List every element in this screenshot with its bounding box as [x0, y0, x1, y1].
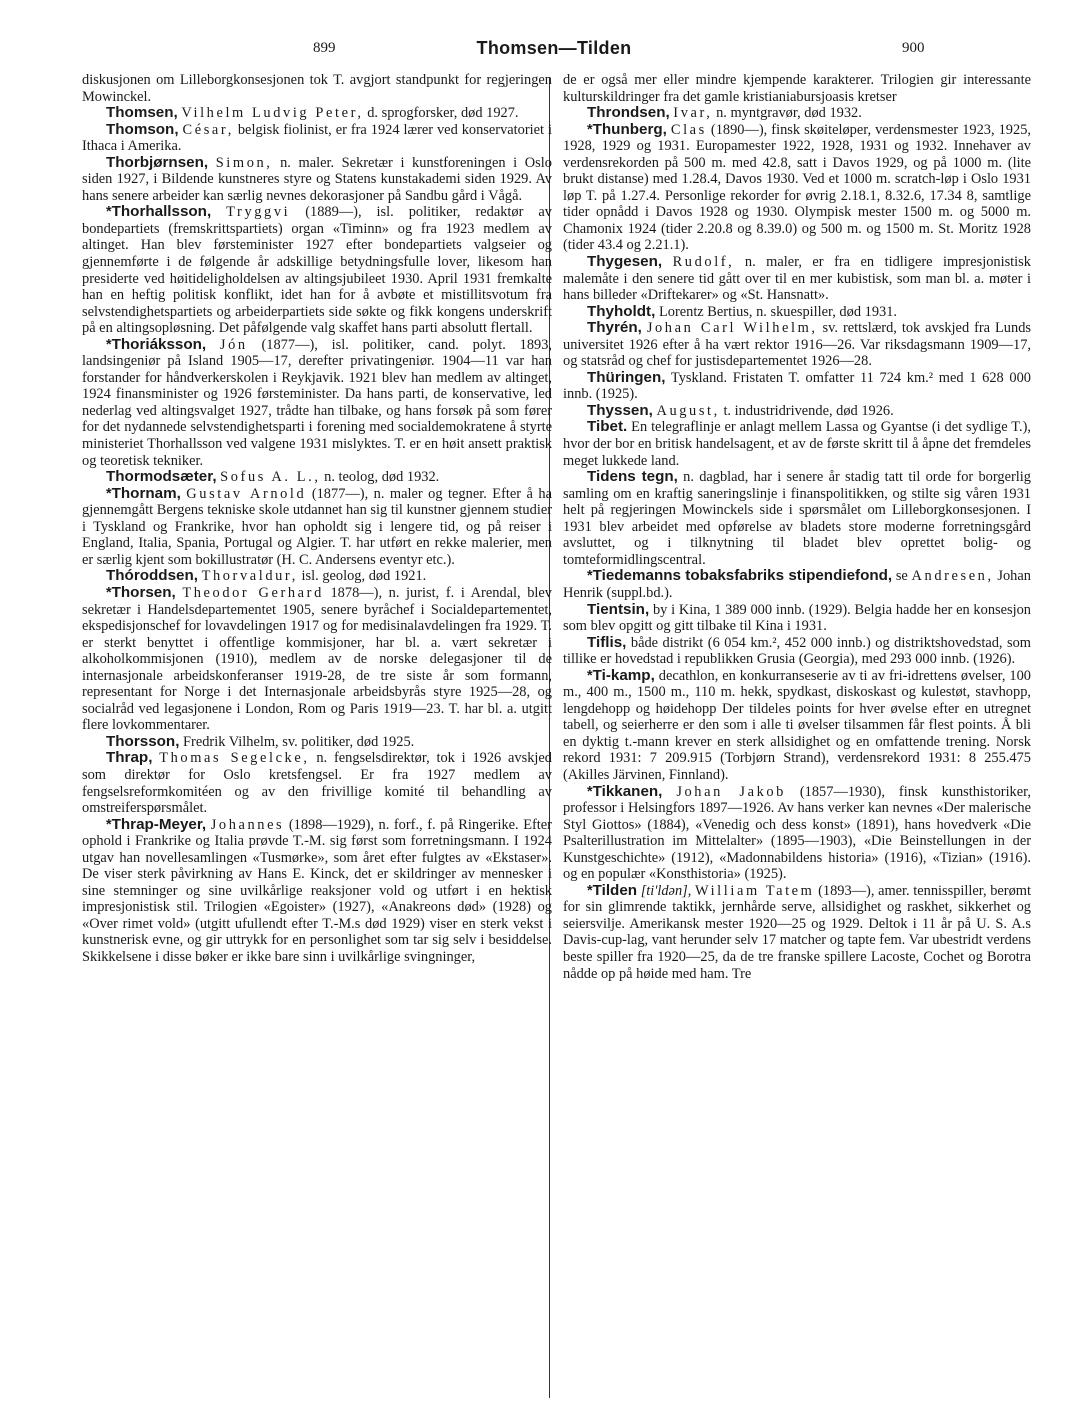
entry-headword: Thyssen,: [587, 401, 653, 419]
entry-headword: Tidens tegn,: [587, 468, 678, 486]
entry-headword: Thorsson,: [106, 732, 180, 750]
entry-name: Tyskland.: [670, 369, 728, 386]
entry-name-spaced: Ivar,: [673, 105, 713, 122]
entry-continuation: [563, 72, 1031, 105]
left-column: [82, 72, 552, 966]
dictionary-entry: [563, 883, 1031, 982]
entry-text: decathlon, en konkurranseserie av ti av fri-idrettens øvelser, 100 m., 400 m., 1500 m., 110 m. hekk, spydkast, diskoskast og kulestøt, stavhopp, lengdehopp og høidehopp Der tildeles points for hver øvelse efter en utregnet tabell, og seierherre er den som i alle ti øvelser tilsammen får flest points. Å bli en dyktig t.-mann krever en sterk allsidighet og en omfattende trening. Norsk rekord 1931: 7 209.915 (Torbjørn Strand), verdensrekord 1931: 8 255.475 (Akilles Järvinen, Finnland).: [563, 667, 1031, 783]
new-entry-mark: *: [587, 667, 593, 684]
entry-headword: Thyrén,: [587, 319, 642, 337]
entry-crossref-name: Andresen,: [911, 568, 994, 585]
new-entry-mark: *: [587, 882, 593, 899]
entry-text: t. industridrivende, død 1926.: [723, 402, 894, 419]
entry-headword: Ti-kamp,: [592, 666, 655, 684]
new-entry-mark: *: [106, 816, 112, 833]
dictionary-entry: [563, 784, 1031, 883]
entry-name-spaced: William Tatem: [694, 882, 815, 899]
entry-name: Lorentz Bertius,: [658, 303, 753, 320]
entry-headword: Throndsen,: [587, 104, 670, 122]
dictionary-entry: [563, 304, 1031, 321]
entry-headword: Thrap,: [106, 749, 153, 767]
entry-text: d. sprogforsker, død 1927.: [367, 105, 519, 122]
entry-text: n. teolog, død 1932.: [324, 469, 440, 486]
entry-name-spaced: Gustav Arnold: [186, 485, 307, 502]
running-title: Thomsen—Tilden: [476, 38, 632, 58]
entry-name-spaced: Rudolf,: [672, 254, 735, 271]
dictionary-entry: [82, 486, 552, 569]
entry-name-spaced: Clas: [670, 121, 707, 138]
entry-headword: Thoriáksson,: [111, 335, 207, 353]
dictionary-entry: [82, 155, 552, 205]
entry-name-spaced: Johannes: [210, 816, 285, 833]
entry-headword: Thorhallsson,: [111, 203, 212, 221]
right-column: [563, 72, 1031, 982]
entry-text: by i Kina, 1 389 000 innb. (1929). Belgia hadde her en konsesjon som blev opgitt og gitt tilbake til Kina i 1931.: [563, 601, 1031, 635]
dictionary-entry: [563, 403, 1031, 420]
entry-headword: Thyholdt,: [587, 302, 656, 320]
entry-text: belgisk fiolinist, er fra 1924 lærer ved konservatoriet i Ithaca i Amerika.: [82, 121, 552, 155]
entry-crossref-text: Johan Henrik (suppl.bd.).: [563, 568, 1031, 601]
entry-pronunciation: [ti'ldən],: [640, 882, 692, 899]
dictionary-entry: [563, 105, 1031, 122]
entry-text: (1877—), isl. politiker, cand. polyt. 1893, landsingeniør på Island 1905—17, derefter privatingeniør. 1904—11 var han forstander for håndverkerskolen i Reykjavik. 1921 blev han medlem av altinget, 1924 finansminister og 1926 førsteminister. Da hans parti, de konservative, led nederlag ved altingsvalget 1927, trådte han tilbake, og hans forsøk på som fører for det nydannede selvstendighetsparti i forening med socialdemokratene å styrte ministeriet Thorhallsson ved valgene 1931 mislyktes. T. er en høit ansett praktisk og teoretisk tekniker.: [82, 336, 552, 469]
page-header: [80, 38, 1028, 66]
dictionary-entry: [563, 568, 1031, 601]
entry-text: n. skuespiller, død 1931.: [756, 303, 897, 320]
entry-headword: Thunberg,: [592, 120, 667, 138]
entry-headword: Thrap-Meyer,: [111, 815, 207, 833]
entry-headword: Tiflis,: [587, 633, 627, 651]
entry-text: Fristaten T. omfatter 11 724 km.² med 1 628 000 innb. (1925).: [563, 369, 1031, 403]
entry-text: sv. politiker, død 1925.: [282, 733, 415, 750]
entry-continuation: [82, 72, 552, 105]
entry-text: (1857—1930), finsk kunsthistoriker, professor i Helsingfors 1897—1926. Av hans verker kan nevnes «Der malerische Styl Giottos» (1884), «Venedig och dess konst» (1891), hans hovedverk «Die Psalterillustration im Mittelalter» (1895—1903), «Die Beinstellungen in der Kunstgeschichte» (1912), «Madonnabildens historia» (1916), «Tizian» (1916). og en populær «Konsthistoria» (1925).: [563, 783, 1031, 883]
new-entry-mark: *: [106, 584, 112, 601]
entry-text: sv. rettslærd, tok avskjed fra Lunds universitet 1926 efter å ha vært rektor 1916—26. Var riksdagsmann 1909—17, og statsråd og chef for justisdepartementet 1926—28.: [563, 320, 1031, 370]
entry-headword: Thüringen,: [587, 368, 666, 386]
entry-text: 1878—), n. jurist, f. i Arendal, blev sekretær i Handelsdepartementet 1905, senere byråchef i Socialdepartementet, ekspedisjonschef for lovavdelingen 1917 og for medisinalavdelingen fra 1929. T. er sterkt benyttet i offentlige kommisjoner, har bl. a. vært sekretær i alkoholkommisjonen (1910), medlem av de norske delegasjoner til de internasjonale arbeidskonferanser 1919-28, de tre siste år som formann, representant for Norge i det Internasjonale arbeidsbyrås styre 1925—28, og socialråd ved legasjonene i London, Rom og Paris 1919—23. T. har bl. a. utgitt flere lovkommentarer.: [82, 584, 552, 734]
dictionary-entry: [563, 320, 1031, 370]
entry-headword: Tiedemanns tobaksfabriks stipendiefond,: [592, 567, 893, 585]
dictionary-entry: [563, 469, 1031, 568]
entry-name-spaced: Johan Carl Wilhelm,: [646, 320, 818, 337]
entry-name-spaced: August,: [656, 402, 720, 419]
dictionary-entry: [82, 122, 552, 155]
entry-headword: Tibet.: [587, 418, 628, 436]
entry-headword: Thormodsæter,: [106, 468, 217, 486]
entry-name-spaced: Simon,: [215, 154, 273, 171]
entry-text: både distrikt (6 054 km.², 452 000 innb.) og distriktshovedstad, som tillike er hovedstad i republikken Grusia (Georgia), med 293 000 innb. (1926).: [563, 634, 1031, 668]
entry-headword: Thygesen,: [587, 253, 663, 271]
entry-text: se: [895, 568, 908, 585]
dictionary-entry: [563, 370, 1031, 403]
new-entry-mark: *: [587, 121, 593, 138]
entry-text: n. dagblad, har i senere år stadig tatt til orde for borgerlig samling om en kraftig saneringslinje i finanspolitikken, og stilte sig våren 1931 helt på regjeringen Mowinckels side i spørsmålet om Lilleborgkonsesjonen. I 1931 blev arbeidet med opførelse av bladets store moderne forretningsgård avsluttet, og i tilknytning til bladet blev oprettet bolig- og tomteformidlingscentral.: [563, 469, 1031, 568]
dictionary-entry: [82, 585, 552, 734]
entry-text: (1877—), n. maler og tegner. Efter å ha gjennemgått Bergens tekniske skole utdannet han sig til kunstner gjennem studier i Tyskland og Frankrike, hvor han opholdt sig i lengere tid, og på reiser i England, Italia, Spania, Portugal og Algier. T. har utført en rekke malerier, men er særlig kjent som bokillustratør (H. C. Andersens eventyr etc.).: [82, 485, 552, 568]
dictionary-entry: [563, 122, 1031, 254]
entry-headword: Thorbjørnsen,: [106, 153, 209, 171]
dictionary-entry: [82, 817, 552, 966]
entry-name: Fredrik Vilhelm,: [183, 733, 279, 750]
dictionary-entry: [82, 568, 552, 585]
entry-text: (1893—), amer. tennisspiller, berømt for sin glimrende taktikk, jernhårde serve, allsidighet og raskhet, sikkerhet og seiersvilje. Amerikansk mester 1920—25 og 1929. Deltok i 11 år på U. S. A.s Davis-cup-lag, vant herunder selv 17 matcher og tapte fem. Var ubestridt verdens beste spiller fra 1920—25, da de tre franske spillere Lacoste, Cochet og Borotra nådde op på høide med ham. Tre: [563, 882, 1031, 982]
entry-headword: Thornam,: [111, 484, 181, 502]
entry-text: n. fengselsdirektør, tok i 1926 avskjed som direktør for Oslo kretsfengsel. Er fra 1927 medlem av fengselsreformkomitéen og av den frivillige komité til behandling av omstreiferspørsmålet.: [82, 750, 553, 817]
dictionary-entry: [82, 750, 552, 816]
dictionary-entry: [563, 635, 1031, 668]
entry-name-spaced: Jón: [219, 336, 248, 353]
dictionary-entry: [563, 419, 1031, 469]
entry-text: (1898—1929), n. forf., f. på Ringerike. Efter ophold i Frankrike og Italia prøvde T.-M. sig først som forretningsmann. I 1924 utgav han novellesamlingen «Tusmørke», som året efter fulgtes av «Ekstaser». De viser sterk påvirkning av Hans E. Kinck, det er skildringer av mennesker i sine stemninger og sine uvilkårlige reaksjoner vold og utført i en hektisk impresjonistisk stil. Trilogien «Egoister» (1927), «Anakreons død» (1928) og «Over rimet vold» (utgitt ufullendt efter T.-M.s død 1929) viser en sterk vekst i kunstnerisk evne, og gir uttrykk for en personlighet som tar sig selv i besiddelse. Skikkelsene i disse bøker er ikke bare sinn i uvilkårlige svingninger,: [82, 816, 552, 965]
entry-text: isl. geolog, død 1921.: [301, 568, 427, 585]
entry-name-spaced: César,: [182, 121, 234, 138]
new-entry-mark: *: [106, 204, 112, 221]
dictionary-entry: [563, 668, 1031, 784]
dictionary-entry: [82, 204, 552, 336]
entry-text: En telegraflinje er anlagt mellem Lassa og Gyantse (i det sydlige T.), hvor der bor en britisk handelsagent, et av de første skritt til å åpne det fremdeles meget lukkede land.: [563, 419, 1031, 469]
entry-name-spaced: Thomas Segelcke,: [159, 750, 310, 767]
entry-text: (1890—), finsk skøiteløper, verdensmester 1923, 1925, 1928, 1929 og 1931. Europamester 1922, 1928, 1931 og 1932. Innehaver av verdensrekorden på 500 m. med 42.8, satt i Davos 1929, og på 1000 m. (lite brukt distanse) med 1.28.4, Davos 1930. Ved et 1000 m. scratch-løp i Oslo 1931 løp T. på 1.27.4. Personlige rekorder for øvrig 2.18.1, 8.32.6, 17.34 8, samtlige tider opnådd i Davos 1928 og 1930. Olympisk mester 1500 m. og 5000 m. Chamonix 1924 (tider 2.20.8 og 8.39.0) og 500 m. og 1500 m. St. Moritz 1928 (tider 43.4 og 2.21.1).: [563, 121, 1031, 254]
entry-name-spaced: Sofus A. L.,: [220, 469, 321, 486]
page-number-left: 899: [313, 40, 336, 56]
dictionary-entry: [563, 602, 1031, 635]
entry-headword: Tilden: [592, 881, 638, 899]
entry-headword: Tientsin,: [587, 600, 650, 618]
entry-headword: Thóroddsen,: [106, 567, 198, 585]
entry-name-spaced: Johan Jakob: [676, 783, 786, 800]
dictionary-entry: [82, 734, 552, 751]
entry-name-spaced: Vilhelm Ludvig Peter,: [181, 105, 364, 122]
entry-text: n. myntgravør, død 1932.: [716, 105, 862, 122]
entry-headword: Thorsen,: [111, 583, 176, 601]
new-entry-mark: *: [587, 783, 593, 800]
page-number-right: 900: [902, 40, 925, 56]
entry-text: n. maler. Sekretær i kunstforeningen i Oslo siden 1927, i Bildende kunstneres styre og Statens kunstakademi siden 1929. Av hans senere arbeider kan særlig nevnes dekorasjoner på Sandbu gård i Vågå.: [82, 154, 552, 204]
entry-headword: Thomsen,: [106, 104, 178, 122]
new-entry-mark: *: [587, 568, 593, 585]
entry-name-spaced: Tryggvi: [226, 204, 291, 221]
entry-text: (1889—), isl. politiker, redaktør av bondepartiets (fremskrittspartiets) organ «Timinn» og fra 1923 medlem av altinget. Han blev førsteminister 1927 efter bondepartiets valgseier og gjennemførte i de følgende år adskillige betydningsfulle lover, likesom han presiderte ved høitideligholdelsen av altingsjubileet 1930. April 1931 fremkalte han en heftig politisk konflikt, idet han for å avbøte et mistillitsvotum fra selvstendighetspartiets og arbeiderpartiets side søkte og fikk kongens underskrift på en altingsopløsning. Det påfølgende valg skaffet hans parti absolutt flertall.: [82, 204, 552, 337]
entry-text: n. maler, er fra en tidligere impresjonistisk malemåte i den senere tid gått over til en mer kubistisk, som man bl. a. møter i hans billeder «Driftekarer» og «St. Hansnatt».: [563, 254, 1031, 304]
entry-name-spaced: Theodor Gerhard: [182, 584, 324, 601]
new-entry-mark: *: [106, 336, 112, 353]
entry-headword: Tikkanen,: [592, 782, 663, 800]
entry-headword: Thomson,: [106, 120, 179, 138]
entry-name-spaced: Thorvaldur,: [201, 568, 298, 585]
dictionary-entry: [82, 337, 552, 469]
dictionary-entry: [563, 254, 1031, 304]
dictionary-entry: [82, 469, 552, 486]
new-entry-mark: *: [106, 485, 112, 502]
entry-text: de er også mer eller mindre kjempende karakterer. Trilogien gir interessante kulturskildringer fra det gamle kristianiabursjoasis kretser: [563, 72, 1031, 105]
dictionary-entry: [82, 105, 552, 122]
entry-text: diskusjonen om Lilleborgkonsesjonen tok T. avgjort standpunkt for regjeringen Mowinckel.: [82, 72, 552, 105]
